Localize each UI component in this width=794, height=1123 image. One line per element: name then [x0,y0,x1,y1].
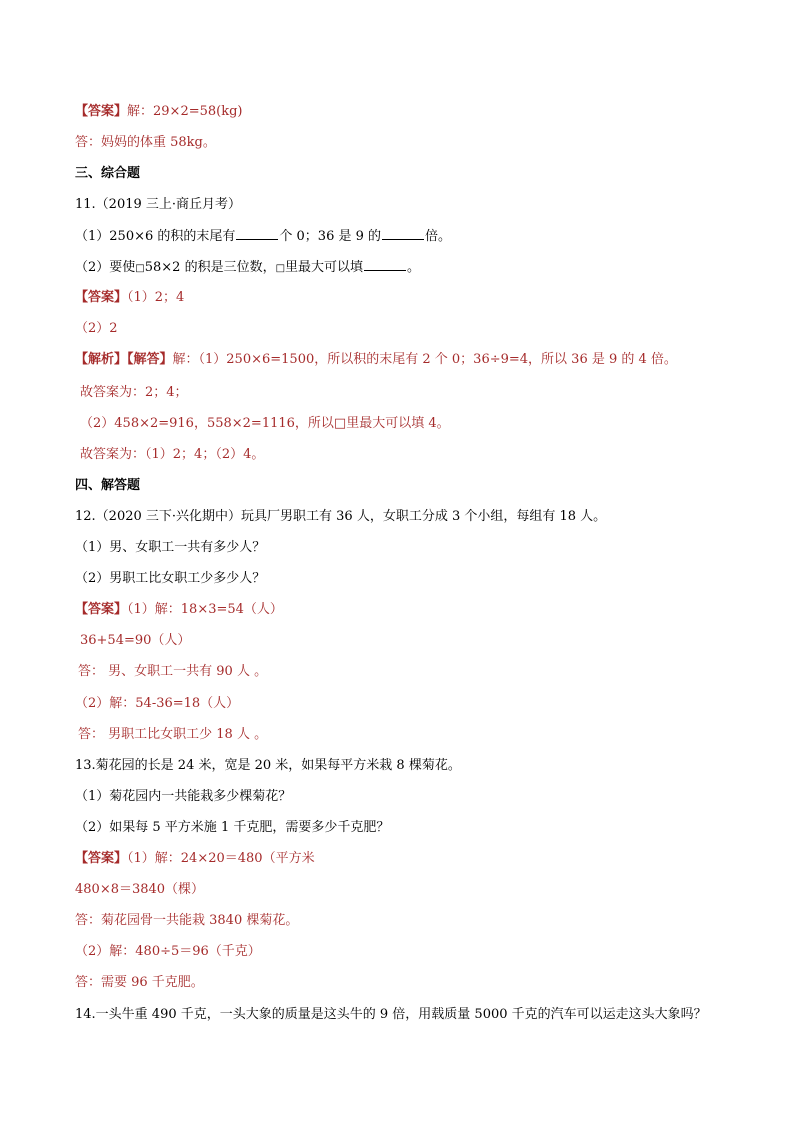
q12-title: 12.（2020 三下·兴化期中）玩具厂男职工有 36 人，女职工分成 3 个小组，每组有 18 人。 [75,509,607,524]
q11-part2-a: （2）要使 [75,260,136,275]
q11-answer [75,289,184,307]
q11-analysis-2: 故答案为：2；4； [80,385,188,400]
q11-part2 [75,258,420,278]
q11-analysis [75,351,677,369]
square-box-icon: □ [135,263,145,274]
q13-answer [75,850,315,868]
q11-part2-c: 里最大可以填 [285,260,364,275]
q11-part2-b: 58×2 的积是三位数， [144,260,276,275]
analysis-text: 解：（1）250×6=1500，所以积的末尾有 2 个 0；36÷9=4，所以 36 是 9 的 4 倍。 [172,352,677,367]
q10-answer [75,103,243,121]
answer-tag: 【答案】 [75,851,128,866]
section4-title: 四、解答题 [75,478,141,493]
q13-answer-4: （2）解：480÷5＝96（千克） [75,944,261,959]
q12-part1: （1）男、女职工一共有多少人？ [75,540,266,555]
answer-blank [382,227,424,240]
q11-answer-2: （2）2 [75,321,118,336]
q12-answer-5: 答： 男职工比女职工少 18 人 。 [78,727,268,742]
q11-analysis-3: （2）458×2=916，558×2=1116，所以□里最大可以填 4。 [80,416,450,431]
q12-answer-4: （2）解：54-36=18（人） [75,696,240,711]
answer-text: （1）解：18×3=54（人） [127,602,283,617]
q12-answer-2: 36+54=90（人） [80,633,191,648]
answer-text: （1）解：24×20＝480（平方米 [127,851,315,866]
q13-answer-2: 480×8＝3840（棵） [75,882,205,897]
q11-part1 [75,227,451,246]
answer-tag: 【答案】 [75,290,128,305]
q13-part1: （1）菊花园内一共能栽多少棵菊花？ [75,789,292,804]
section3-title: 三、综合题 [75,166,141,181]
q11-part1-a: （1）250×6 的积的末尾有 [75,229,236,244]
q11-part2-d: 。 [407,260,421,275]
q11-title: 11.（2019 三上·商丘月考） [75,197,242,212]
q13-answer-3: 答：菊花园骨一共能栽 3840 棵菊花。 [75,913,299,928]
answer-tag: 【答案】 [75,602,128,617]
q11-part1-b: 个 0；36 是 9 的 [279,229,382,244]
answer-blank [236,227,278,240]
q14-title: 14.一头牛重 490 千克，一头大象的质量是这头牛的 9 倍，用载质量 5000 千克的汽车可以运走这头大象吗？ [75,1007,707,1022]
answer-text: （1）2；4 [127,290,185,305]
answer-blank [364,258,406,271]
answer-tag: 【答案】 [75,104,128,119]
q12-answer [75,601,283,619]
q11-analysis-4: 故答案为：（1）2；4；（2）4。 [80,447,265,462]
q10-reply: 答：妈妈的体重 58kg。 [75,135,216,150]
q13-title: 13.菊花园的长是 24 米，宽是 20 米，如果每平方米栽 8 棵菊花。 [75,758,461,773]
square-box-icon: □ [275,263,286,274]
q12-part2: （2）男职工比女职工少多少人？ [75,571,266,586]
q12-answer-3: 答： 男、女职工一共有 90 人 。 [78,664,268,679]
q13-part2: （2）如果每 5 平方米施 1 千克肥，需要多少千克肥？ [75,820,390,835]
q11-part1-c: 倍。 [425,229,452,244]
analysis-tag: 【解析】【解答】 [75,352,173,367]
answer-text: 解：29×2=58(kg) [127,104,243,119]
q13-answer-5: 答：需要 96 千克肥。 [75,975,204,990]
